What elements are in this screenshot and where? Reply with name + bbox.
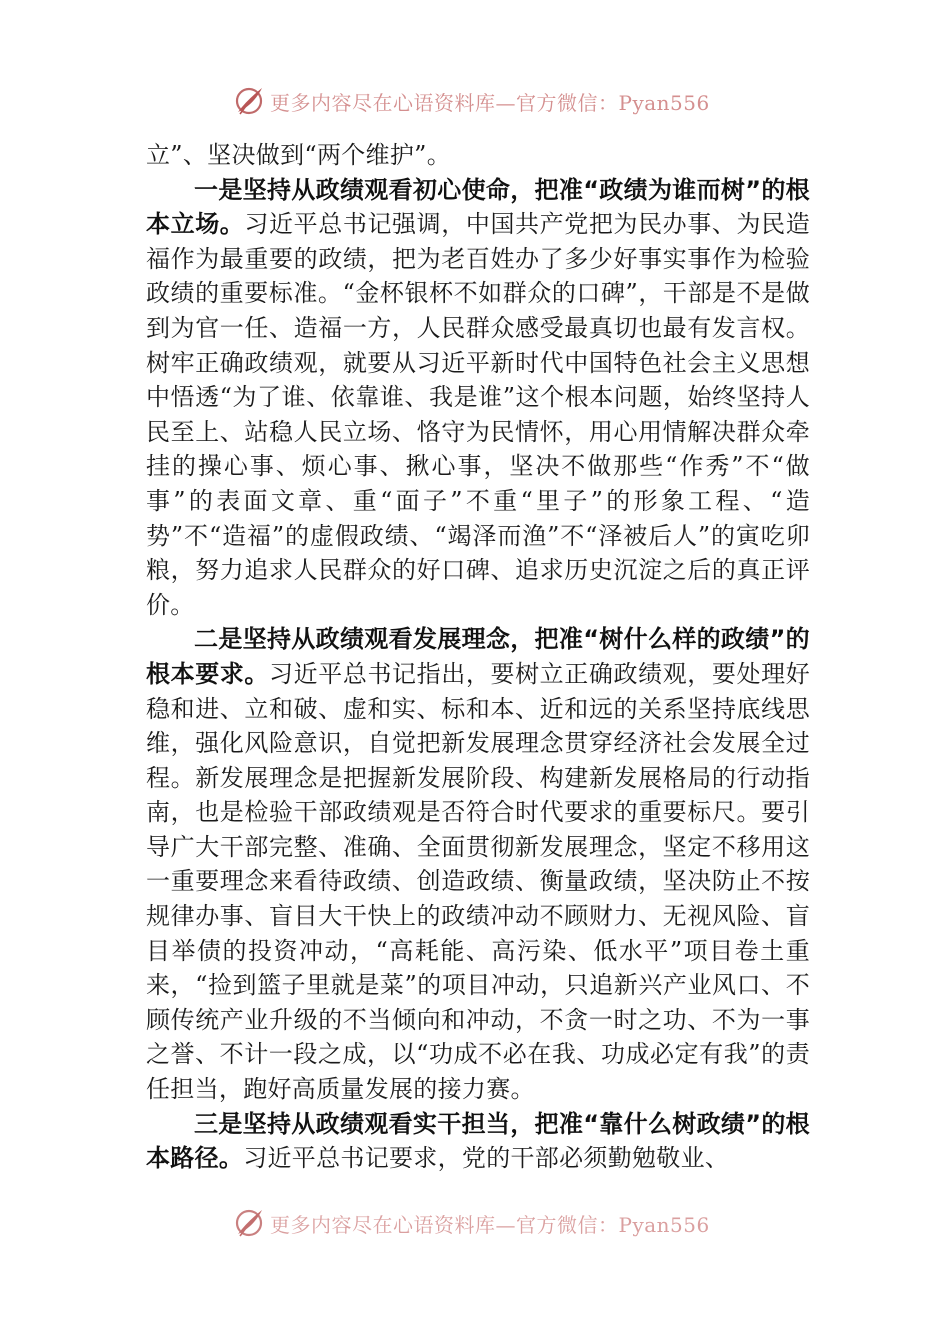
paragraph-point-one <box>146 173 810 623</box>
paragraph-lead: 一是坚持从政绩观看初心使命，把准“政绩为谁而树”的根本立场。 <box>146 175 810 239</box>
paragraph-text: 立”、坚决做到“两个维护”。 <box>146 141 452 169</box>
watermark-footer <box>232 1206 710 1240</box>
paragraph-text: 习近平总书记指出，要树立正确政绩观，要处理好稳和进、立和破、虚和实、标和本、近和远的关系坚持底线思维，强化风险意识，自觉把新发展理念贯穿经济社会发展全过程。新发展理念是把握新发展阶段、构建新发展格局的行动指南，也是检验干部政绩观是否符合时代要求的重要标尺。要引导广大干部完整、准确、全面贯彻新发展理念，坚定不移用这一重要理念来看待政绩、创造政绩、衡量政绩，坚决防止不按规律办事、盲目大干快上的政绩冲动不顾财力、无视风险、盲目举债的投资冲动，“高耗能、高污染、低水平”项目卷土重来，“捡到篮子里就是菜”的项目冲动，只追新兴产业风口、不顾传统产业升级的不当倾向和冲动，不贪一时之功、不为一事之誉、不计一段之成，以“功成不必在我、功成必定有我”的责任担当，跑好高质量发展的接力赛。 <box>146 659 811 1104</box>
paragraph-point-two <box>146 622 810 1106</box>
watermark-header <box>232 84 710 118</box>
paragraph-lead: 二是坚持从政绩观看发展理念，把准“树什么样的政绩”的根本要求。 <box>146 625 810 688</box>
paragraph-point-three <box>146 1107 810 1176</box>
paragraph-continuation <box>146 138 810 173</box>
paragraph-text: 习近平总书记强调，中国共产党把为民办事、为民造福作为最重要的政绩，把为老百姓办了多少好事实事作为检验政绩的重要标准。“金杯银杯不如群众的口碑”，干部是不是做到为官一任、造福一方，人民群众感受最真切也最有发言权。树牢正确政绩观，就要从习近平新时代中国特色社会主义思想中悟透“为了谁、依靠谁、我是谁”这个根本问题，始终坚持人民至上、站稳人民立场、恪守为民情怀，用心用情解决群众牵挂的操心事、烦心事、揪心事，坚决不做那些“作秀”不“做事”的表面文章、重“面子”不重“里子”的形象工程、“造势”不“造福”的虚假政绩、“竭泽而渔”不“泽被后人”的寅吃卯粮，努力追求人民群众的好口碑、追求历史沉淀之后的真正评价。 <box>146 210 810 619</box>
watermark-text: 更多内容尽在心语资料库—官方微信：Pyan556 <box>270 90 710 115</box>
watermark-text: 更多内容尽在心语资料库—官方微信：Pyan556 <box>270 1212 710 1237</box>
quill-logo-icon <box>232 84 266 118</box>
document-body <box>146 138 810 1176</box>
paragraph-lead: 三是坚持从政绩观看实干担当，把准“靠什么树政绩”的根本路径。 <box>146 1109 810 1173</box>
paragraph-text: 习近平总书记要求，党的干部必须勤勉敬业、 <box>243 1144 730 1173</box>
quill-logo-icon <box>232 1206 266 1240</box>
